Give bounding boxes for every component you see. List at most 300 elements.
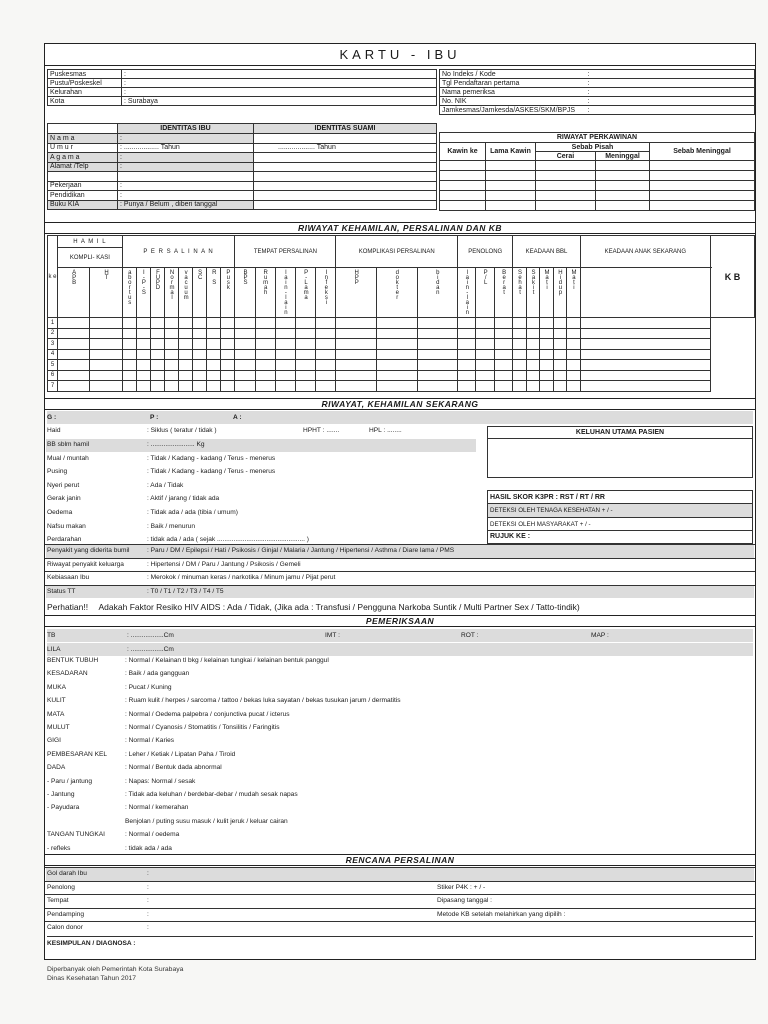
sebab-meninggal-header: Sebab Meninggal bbox=[650, 143, 755, 161]
header-left-label: Kelurahan bbox=[48, 88, 122, 97]
card-title: KARTU - IBU bbox=[45, 44, 755, 66]
kehamilan-subcol-label: BPS bbox=[242, 270, 249, 285]
kehamilan-cell bbox=[336, 328, 377, 339]
identity-label: U m u r bbox=[48, 143, 118, 153]
kehamilan-subcol-label: APB bbox=[71, 270, 78, 285]
kehamilan-cell bbox=[235, 360, 255, 371]
imt-label: IMT : bbox=[325, 632, 340, 639]
kehamilan-subcol bbox=[150, 268, 164, 318]
kehamilan-cell bbox=[417, 349, 458, 360]
kehamilan-cell bbox=[179, 318, 193, 329]
kehamilan-cell bbox=[136, 349, 150, 360]
header-left-row bbox=[48, 79, 437, 88]
row-label: Nafsu makan bbox=[47, 522, 86, 530]
kehamilan-cell bbox=[553, 349, 566, 360]
kehamilan-cell bbox=[336, 318, 377, 329]
kehamilan-cell bbox=[476, 339, 494, 350]
identity-row bbox=[48, 153, 437, 163]
kehamilan-cell bbox=[235, 318, 255, 329]
kehamilan-cell bbox=[540, 349, 553, 360]
footer-line-2: Dinas Kesehatan Tahun 2017 bbox=[47, 975, 137, 982]
perhatian-row bbox=[47, 601, 753, 614]
kehamilan-cell bbox=[255, 328, 275, 339]
kehamilan-cell bbox=[275, 328, 295, 339]
kehamilan-cell bbox=[150, 318, 164, 329]
kehamilan-cell bbox=[221, 318, 235, 329]
kehamilan-subcol bbox=[136, 268, 150, 318]
kehamilan-cell bbox=[255, 318, 275, 329]
kehamilan-cell bbox=[150, 349, 164, 360]
row-label: - refleks bbox=[47, 844, 71, 852]
header-right-row bbox=[440, 106, 755, 115]
row-label: Riwayat penyakit keluarga bbox=[47, 560, 124, 568]
kehamilan-cell bbox=[207, 360, 221, 371]
kehamilan-subcol bbox=[164, 268, 178, 318]
kehamilan-cell bbox=[150, 328, 164, 339]
identity-label: N a m a bbox=[48, 134, 118, 144]
kehamilan-cell bbox=[122, 328, 136, 339]
kehamilan-cell bbox=[193, 370, 207, 381]
header-right-label: Jamkesmas/Jamkesda/ASKES/SKM/BPJS bbox=[440, 106, 586, 115]
kehamilan-cell bbox=[179, 381, 193, 392]
kehamilan-cell bbox=[295, 339, 315, 350]
perkawinan-cell bbox=[596, 201, 650, 211]
kehamilan-cell bbox=[179, 370, 193, 381]
kehamilan-cell bbox=[376, 339, 417, 350]
kehamilan-cell bbox=[476, 328, 494, 339]
row-divider bbox=[45, 894, 755, 895]
kehamilan-subcol bbox=[567, 268, 581, 318]
kehamilan-cell bbox=[255, 339, 275, 350]
kehamilan-row-number: 4 bbox=[48, 349, 58, 360]
identity-ibu-value: : bbox=[118, 162, 254, 172]
kehamilan-cell bbox=[476, 349, 494, 360]
identity-ibu-value: : bbox=[118, 153, 254, 163]
identity-ibu-value: : .................. Tahun bbox=[118, 143, 254, 153]
header-left-row bbox=[48, 70, 437, 79]
kehamilan-cell bbox=[255, 349, 275, 360]
header-right-value: : bbox=[586, 88, 755, 97]
kehamilan-subcol-label: Sehat bbox=[517, 270, 524, 295]
kehamilan-subcol bbox=[316, 268, 336, 318]
perkawinan-cell bbox=[650, 171, 755, 181]
kehamilan-subcol bbox=[122, 268, 136, 318]
kehamilan-cell bbox=[580, 360, 710, 371]
kehamilan-cell bbox=[164, 360, 178, 371]
row-right: Dipasang tanggal : bbox=[437, 897, 492, 904]
kehamilan-cell bbox=[417, 381, 458, 392]
perkawinan-cell bbox=[440, 201, 486, 211]
identity-table bbox=[47, 123, 437, 210]
kehamilan-cell bbox=[417, 318, 458, 329]
row-value: : Hipertensi / DM / Paru / Jantung / Psikosis / Gemeli bbox=[147, 560, 301, 568]
kehamilan-cell bbox=[179, 360, 193, 371]
kehamilan-row bbox=[48, 349, 755, 360]
perkawinan-cell bbox=[536, 171, 596, 181]
kehamilan-subcol bbox=[417, 268, 458, 318]
header-left-value: : bbox=[122, 79, 437, 88]
perkawinan-cell bbox=[486, 161, 536, 171]
identity-ibu-value: : bbox=[118, 191, 254, 201]
kehamilan-cell bbox=[567, 328, 581, 339]
perkawinan-cell bbox=[596, 181, 650, 191]
section-kehamilan-sekarang: RIWAYAT, KEHAMILAN SEKARANG bbox=[45, 398, 755, 410]
kehamilan-row-number: 3 bbox=[48, 339, 58, 350]
perkawinan-header: RIWAYAT PERKAWINAN bbox=[440, 133, 755, 143]
identity-suami-value bbox=[254, 181, 437, 191]
row-shade bbox=[46, 868, 754, 881]
kehamilan-cell bbox=[526, 328, 539, 339]
row-label: DADA bbox=[47, 764, 66, 772]
kehamilan-cell bbox=[193, 381, 207, 392]
row-value: : Normal / Bentuk dada abnormal bbox=[125, 764, 222, 772]
kehamilan-subcol-label: lain-lain bbox=[282, 270, 289, 315]
kehamilan-cell bbox=[295, 318, 315, 329]
kehamilan-cell bbox=[553, 318, 566, 329]
kehamilan-cell bbox=[580, 349, 710, 360]
row-value: : bbox=[147, 910, 149, 918]
deteksi-nakes: DETEKSI OLEH TENAGA KESEHATAN + / - bbox=[488, 504, 752, 518]
perhatian-text: Adakah Faktor Resiko HIV AIDS : Ada / Tidak, (Jika ada : Transfusi / Pengguna Narkoba Suntik / Multi Partner Sex / Tatto-tindik) bbox=[98, 602, 580, 612]
row-label: MATA bbox=[47, 710, 65, 718]
kehamilan-cell bbox=[526, 370, 539, 381]
row-value: : Merokok / minuman keras / narkotika / Minum jamu / Pijat perut bbox=[147, 574, 336, 581]
kehamilan-cell bbox=[567, 339, 581, 350]
kehamilan-row bbox=[48, 328, 755, 339]
kehamilan-subcol bbox=[336, 268, 377, 318]
row-label: BB sblm hamil bbox=[47, 441, 90, 448]
header-right-table bbox=[439, 69, 755, 115]
header-right-value: : bbox=[586, 106, 755, 115]
kehamilan-cell bbox=[90, 370, 122, 381]
kb-header: K B bbox=[711, 236, 755, 318]
row-value: : Normal / Kelainan tl bkg / kelainan tungkai / kelainan bentuk panggul bbox=[125, 657, 329, 664]
perkawinan-cell bbox=[650, 161, 755, 171]
identity-row bbox=[48, 162, 437, 172]
perkawinan-cell bbox=[440, 181, 486, 191]
kesimpulan-row: KESIMPULAN / DIAGNOSA : bbox=[47, 936, 753, 949]
kehamilan-cell bbox=[164, 328, 178, 339]
haid-value: : Siklus ( teratur / tidak ) bbox=[147, 427, 217, 434]
identity-ibu-value: : bbox=[118, 181, 254, 191]
lila-value: : ..................Cm bbox=[127, 646, 174, 653]
header-left-table bbox=[47, 69, 437, 106]
kehamilan-cell bbox=[275, 360, 295, 371]
kehamilan-subcol-label: I-P-S bbox=[140, 270, 147, 295]
row-divider bbox=[45, 571, 755, 572]
kehamilan-cell bbox=[150, 339, 164, 350]
skor-box bbox=[487, 490, 753, 544]
row-label: GIGI bbox=[47, 737, 61, 745]
kehamilan-cell bbox=[567, 370, 581, 381]
kehamilan-cell bbox=[580, 370, 710, 381]
row-value: Benjolan / puting susu masuk / kulit jeruk / keluar cairan bbox=[125, 817, 288, 825]
kehamilan-cell bbox=[513, 318, 526, 329]
kehamilan-cell bbox=[494, 349, 512, 360]
row-label: Gerak janin bbox=[47, 495, 81, 503]
identity-suami-value: ................... Tahun bbox=[254, 143, 437, 153]
perkawinan-cell bbox=[536, 191, 596, 201]
header-right-value: : bbox=[586, 79, 755, 88]
kawin-ke-header: Kawin ke bbox=[440, 143, 486, 161]
kehamilan-cell bbox=[376, 349, 417, 360]
kehamilan-cell bbox=[179, 339, 193, 350]
kehamilan-cell bbox=[235, 370, 255, 381]
kehamilan-cell bbox=[458, 370, 476, 381]
perkawinan-cell bbox=[596, 161, 650, 171]
kehamilan-cell bbox=[553, 339, 566, 350]
kehamilan-cell bbox=[494, 328, 512, 339]
perkawinan-cell bbox=[650, 201, 755, 211]
kehamilan-cell bbox=[207, 318, 221, 329]
kehamilan-cell bbox=[90, 381, 122, 392]
gravida-label: G : bbox=[47, 414, 57, 421]
perkawinan-cell bbox=[486, 191, 536, 201]
row-value: : tidak ada / ada bbox=[125, 844, 172, 852]
kehamilan-cell bbox=[526, 318, 539, 329]
kehamilan-row-number: 5 bbox=[48, 360, 58, 371]
kehamilan-cell bbox=[136, 318, 150, 329]
row-right: Metode KB setelah melahirkan yang dipilih : bbox=[437, 910, 566, 918]
row-label: - Paru / jantung bbox=[47, 777, 93, 785]
perkawinan-cell bbox=[536, 201, 596, 211]
row-value: : tidak ada / ada ( sejak ................................................ ) bbox=[147, 536, 309, 544]
hasil-skor: HASIL SKOR K3PR : RST / RT / RR bbox=[488, 491, 752, 504]
identity-label: A g a m a bbox=[48, 153, 118, 163]
kehamilan-cell bbox=[336, 370, 377, 381]
row-label: BENTUK TUBUH bbox=[47, 657, 99, 664]
kehamilan-cell bbox=[540, 339, 553, 350]
hamil-header: H A M I L bbox=[58, 236, 123, 248]
persalinan-header: P E R S A L I N A N bbox=[122, 236, 235, 268]
kehamilan-subcol bbox=[376, 268, 417, 318]
kehamilan-cell bbox=[376, 360, 417, 371]
kehamilan-cell bbox=[376, 328, 417, 339]
perkawinan-cell bbox=[536, 161, 596, 171]
kehamilan-cell bbox=[122, 318, 136, 329]
row-value: : Normal / oedema bbox=[125, 831, 180, 839]
kehamilan-cell bbox=[295, 360, 315, 371]
kehamilan-cell bbox=[122, 360, 136, 371]
row-value: : Paru / DM / Epilepsi / Hati / Psikosis / Ginjal / Malaria / Jantung / Hipertensi / Asthma / Diare lama / PMS bbox=[147, 547, 455, 554]
kehamilan-cell bbox=[235, 328, 255, 339]
ke-header: k e bbox=[48, 236, 58, 318]
kehamilan-cell bbox=[164, 381, 178, 392]
row-value: : Ruam kulit / herpes / sarcoma / tattoo / bekas luka sayatan / bekas tusukan jarum / dermatitis bbox=[125, 697, 401, 705]
row-value: : bbox=[147, 924, 149, 931]
perkawinan-cell bbox=[440, 161, 486, 171]
kehamilan-subcol-label: R S bbox=[211, 270, 218, 285]
row-value: : Tidak / Kadang - kadang / Terus - menerus bbox=[147, 468, 276, 476]
row-label: MUKA bbox=[47, 683, 67, 691]
hpht-label: HPHT : ....... bbox=[303, 427, 340, 434]
kehamilan-cell bbox=[255, 370, 275, 381]
section-rencana-persalinan: RENCANA PERSALINAN bbox=[45, 854, 755, 866]
kehamilan-subcol bbox=[207, 268, 221, 318]
kehamilan-cell bbox=[494, 370, 512, 381]
row-shade bbox=[46, 439, 476, 452]
kehamilan-cell bbox=[417, 328, 458, 339]
header-right-label: No Indeks / Kode bbox=[440, 70, 586, 79]
header-left-value: : bbox=[122, 88, 437, 97]
kehamilan-cell bbox=[193, 360, 207, 371]
identity-row bbox=[48, 134, 437, 144]
row-value: : Ada / Tidak bbox=[147, 481, 184, 489]
perkawinan-row bbox=[440, 201, 755, 211]
kehamilan-cell bbox=[221, 381, 235, 392]
row-label: - Jantung bbox=[47, 791, 75, 798]
kehamilan-subcol bbox=[476, 268, 494, 318]
kehamilan-cell bbox=[553, 381, 566, 392]
row-label: - Payudara bbox=[47, 804, 80, 812]
kehamilan-cell bbox=[275, 349, 295, 360]
kehamilan-cell bbox=[336, 360, 377, 371]
kehamilan-subcol-label: Berat bbox=[501, 270, 508, 295]
header-right-row bbox=[440, 70, 755, 79]
kehamilan-cell bbox=[336, 381, 377, 392]
kehamilan-subcol bbox=[193, 268, 207, 318]
identity-suami-value bbox=[254, 153, 437, 163]
row-value: : Aktif / jarang / tidak ada bbox=[147, 495, 220, 503]
kehamilan-cell bbox=[540, 360, 553, 371]
kehamilan-cell bbox=[235, 381, 255, 392]
keadaan-anak-header: KEADAAN ANAK SEKARANG bbox=[580, 236, 710, 268]
kehamilan-cell bbox=[458, 381, 476, 392]
kehamilan-subcol-label: Mati bbox=[544, 270, 550, 290]
kehamilan-cell bbox=[316, 339, 336, 350]
kehamilan-cell bbox=[207, 349, 221, 360]
row-label: Pendamping bbox=[47, 910, 85, 918]
kehamilan-cell bbox=[193, 318, 207, 329]
kehamilan-cell bbox=[207, 381, 221, 392]
header-left-value: : bbox=[122, 70, 437, 79]
identity-row bbox=[48, 191, 437, 201]
kehamilan-cell bbox=[540, 370, 553, 381]
row-value: : Tidak ada / ada (tibia / umum) bbox=[147, 509, 238, 516]
kehamilan-cell bbox=[207, 328, 221, 339]
kehamilan-subcol-label: Sakit bbox=[530, 270, 537, 295]
kehamilan-subcol-label: P-Lama bbox=[303, 270, 310, 300]
header-right-label: Nama pemeriksa bbox=[440, 88, 586, 97]
cerai-header: Cerai bbox=[536, 152, 596, 161]
kehamilan-cell bbox=[494, 339, 512, 350]
perkawinan-row bbox=[440, 191, 755, 201]
perkawinan-cell bbox=[596, 191, 650, 201]
kehamilan-row bbox=[48, 360, 755, 371]
kehamilan-cell bbox=[122, 349, 136, 360]
row-label: TANGAN TUNGKAI bbox=[47, 831, 106, 839]
row-label: Penolong bbox=[47, 883, 75, 891]
kehamilan-cell bbox=[122, 370, 136, 381]
identity-suami-value bbox=[254, 172, 437, 182]
row-value: : Baik / menurun bbox=[147, 522, 196, 530]
row-value: : Normal / Oedema palpebra / conjunctiva pucat / icterus bbox=[125, 710, 290, 718]
kehamilan-cell bbox=[207, 370, 221, 381]
identity-label: Pekerjaan bbox=[48, 181, 118, 191]
row-label: Status TT bbox=[47, 587, 76, 595]
header-left-label: Pustu/Poskeskel bbox=[48, 79, 122, 88]
kehamilan-subcol-label: HPP bbox=[353, 270, 360, 285]
kehamilan-cell bbox=[179, 328, 193, 339]
kehamilan-cell bbox=[376, 318, 417, 329]
kehamilan-cell bbox=[193, 349, 207, 360]
kehamilan-subcol-label: Mati bbox=[570, 270, 577, 290]
identity-suami-value bbox=[254, 191, 437, 201]
kehamilan-cell bbox=[513, 360, 526, 371]
kehamilan-cell bbox=[540, 328, 553, 339]
keluhan-header: KELUHAN UTAMA PASIEN bbox=[488, 427, 752, 439]
komplikasi-hamil-header: KOMPLI- KASI bbox=[58, 248, 123, 268]
kehamilan-subcol-label: Pusk bbox=[225, 270, 232, 290]
kehamilan-cell bbox=[417, 360, 458, 371]
kehamilan-subcol bbox=[494, 268, 512, 318]
penolong-header: PENOLONG bbox=[458, 236, 513, 268]
perkawinan-cell bbox=[650, 191, 755, 201]
perkawinan-cell bbox=[486, 171, 536, 181]
kehamilan-subcol bbox=[458, 268, 476, 318]
row-label: MULUT bbox=[47, 724, 70, 731]
kehamilan-cell bbox=[580, 318, 710, 329]
row-label: Tempat bbox=[47, 897, 69, 904]
header-left-label: Kota bbox=[48, 97, 122, 106]
kehamilan-cell bbox=[458, 318, 476, 329]
identity-row bbox=[48, 181, 437, 191]
identity-ibu-value bbox=[118, 172, 254, 182]
identitas-ibu-header: IDENTITAS IBU bbox=[118, 124, 254, 134]
kehamilan-row bbox=[48, 318, 755, 329]
header-right-row bbox=[440, 79, 755, 88]
kehamilan-cell bbox=[58, 349, 90, 360]
row-label: PEMBESARAN KEL bbox=[47, 750, 108, 758]
perkawinan-cell bbox=[440, 191, 486, 201]
kehamilan-cell bbox=[221, 339, 235, 350]
perkawinan-cell bbox=[650, 181, 755, 191]
kehamilan-cell bbox=[221, 360, 235, 371]
kehamilan-cell bbox=[150, 360, 164, 371]
identity-ibu-value: : Punya / Belum , diberi tanggal bbox=[118, 200, 254, 210]
header-right-label: Tgl Pendaftaran pertama bbox=[440, 79, 586, 88]
row-label: Gol darah Ibu bbox=[47, 870, 87, 877]
row-value: : Normal / kemerahan bbox=[125, 804, 189, 812]
row-label: KESADARAN bbox=[47, 670, 88, 678]
tempat-persalinan-header: TEMPAT PERSALINAN bbox=[235, 236, 336, 268]
deteksi-masyarakat: DETEKSI OLEH MASYARAKAT + / - bbox=[488, 518, 752, 531]
kehamilan-cell bbox=[136, 360, 150, 371]
kehamilan-cell bbox=[122, 381, 136, 392]
kehamilan-cell bbox=[221, 328, 235, 339]
kehamilan-subcol-label: Hidup bbox=[557, 270, 564, 295]
kehamilan-cell bbox=[580, 339, 710, 350]
map-label: MAP : bbox=[591, 632, 609, 639]
kehamilan-cell bbox=[376, 381, 417, 392]
kehamilan-cell bbox=[235, 339, 255, 350]
kehamilan-subcol bbox=[540, 268, 553, 318]
row-value: : bbox=[147, 897, 149, 904]
kehamilan-subcol bbox=[255, 268, 275, 318]
kehamilan-cell bbox=[494, 381, 512, 392]
hpl-label: HPL : ........ bbox=[369, 427, 402, 434]
kehamilan-subcol-label: lain-lain bbox=[464, 270, 471, 315]
kehamilan-cell bbox=[255, 381, 275, 392]
kehamilan-cell bbox=[136, 328, 150, 339]
kehamilan-cell bbox=[221, 370, 235, 381]
kehamilan-cell bbox=[136, 339, 150, 350]
kehamilan-cell bbox=[540, 318, 553, 329]
lila-row bbox=[47, 643, 753, 656]
para-label: P : bbox=[150, 414, 159, 421]
kehamilan-cell bbox=[58, 381, 90, 392]
tb-label: TB bbox=[47, 632, 56, 639]
